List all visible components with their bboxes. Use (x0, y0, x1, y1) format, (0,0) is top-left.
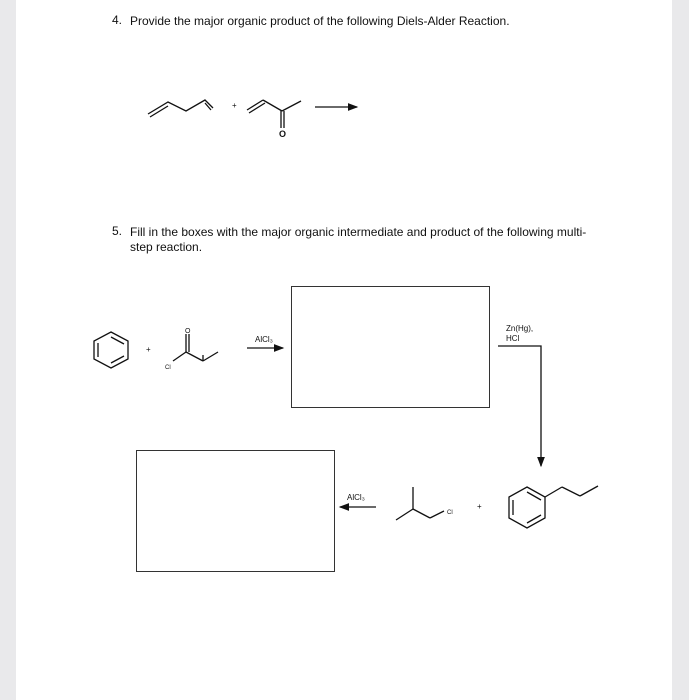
acyl-chloride-oxygen: O (185, 328, 191, 335)
acyl-chloride-chlorine: Cl (165, 365, 171, 371)
reduction-reagent-line1: Zn(Hg), (506, 324, 534, 333)
propylbenzene-structure (509, 486, 598, 528)
alkyl-chloride-chlorine: Cl (447, 510, 453, 516)
question-4-text: Provide the major organic product of the following Diels-Alder Reaction. (130, 14, 510, 28)
dienophile-structure (247, 100, 301, 128)
reagent-top-label: AlCl₃ (255, 335, 273, 344)
question-5-number: 5. (112, 224, 123, 238)
reduction-reagent-line2: HCl (506, 334, 520, 343)
question-5-text-line1: Fill in the boxes with the major organic intermediate and product of the following multi- (130, 225, 587, 239)
q5-plus-sign-bottom: + (477, 502, 482, 511)
q4-carbonyl-oxygen: O (279, 129, 287, 139)
diene-structure (148, 100, 213, 117)
q5-plus-sign-top: + (146, 345, 151, 354)
alkyl-chloride-structure (396, 487, 444, 520)
benzene-ring-top (94, 332, 128, 368)
acyl-chloride-structure (173, 334, 218, 361)
reagent-bottom-label: AlCl₃ (347, 493, 365, 502)
q4-plus-sign: + (232, 101, 237, 110)
question-4-number: 4. (112, 13, 123, 27)
reduction-arrow (498, 346, 541, 466)
question-5-text-line2: step reaction. (130, 240, 203, 254)
